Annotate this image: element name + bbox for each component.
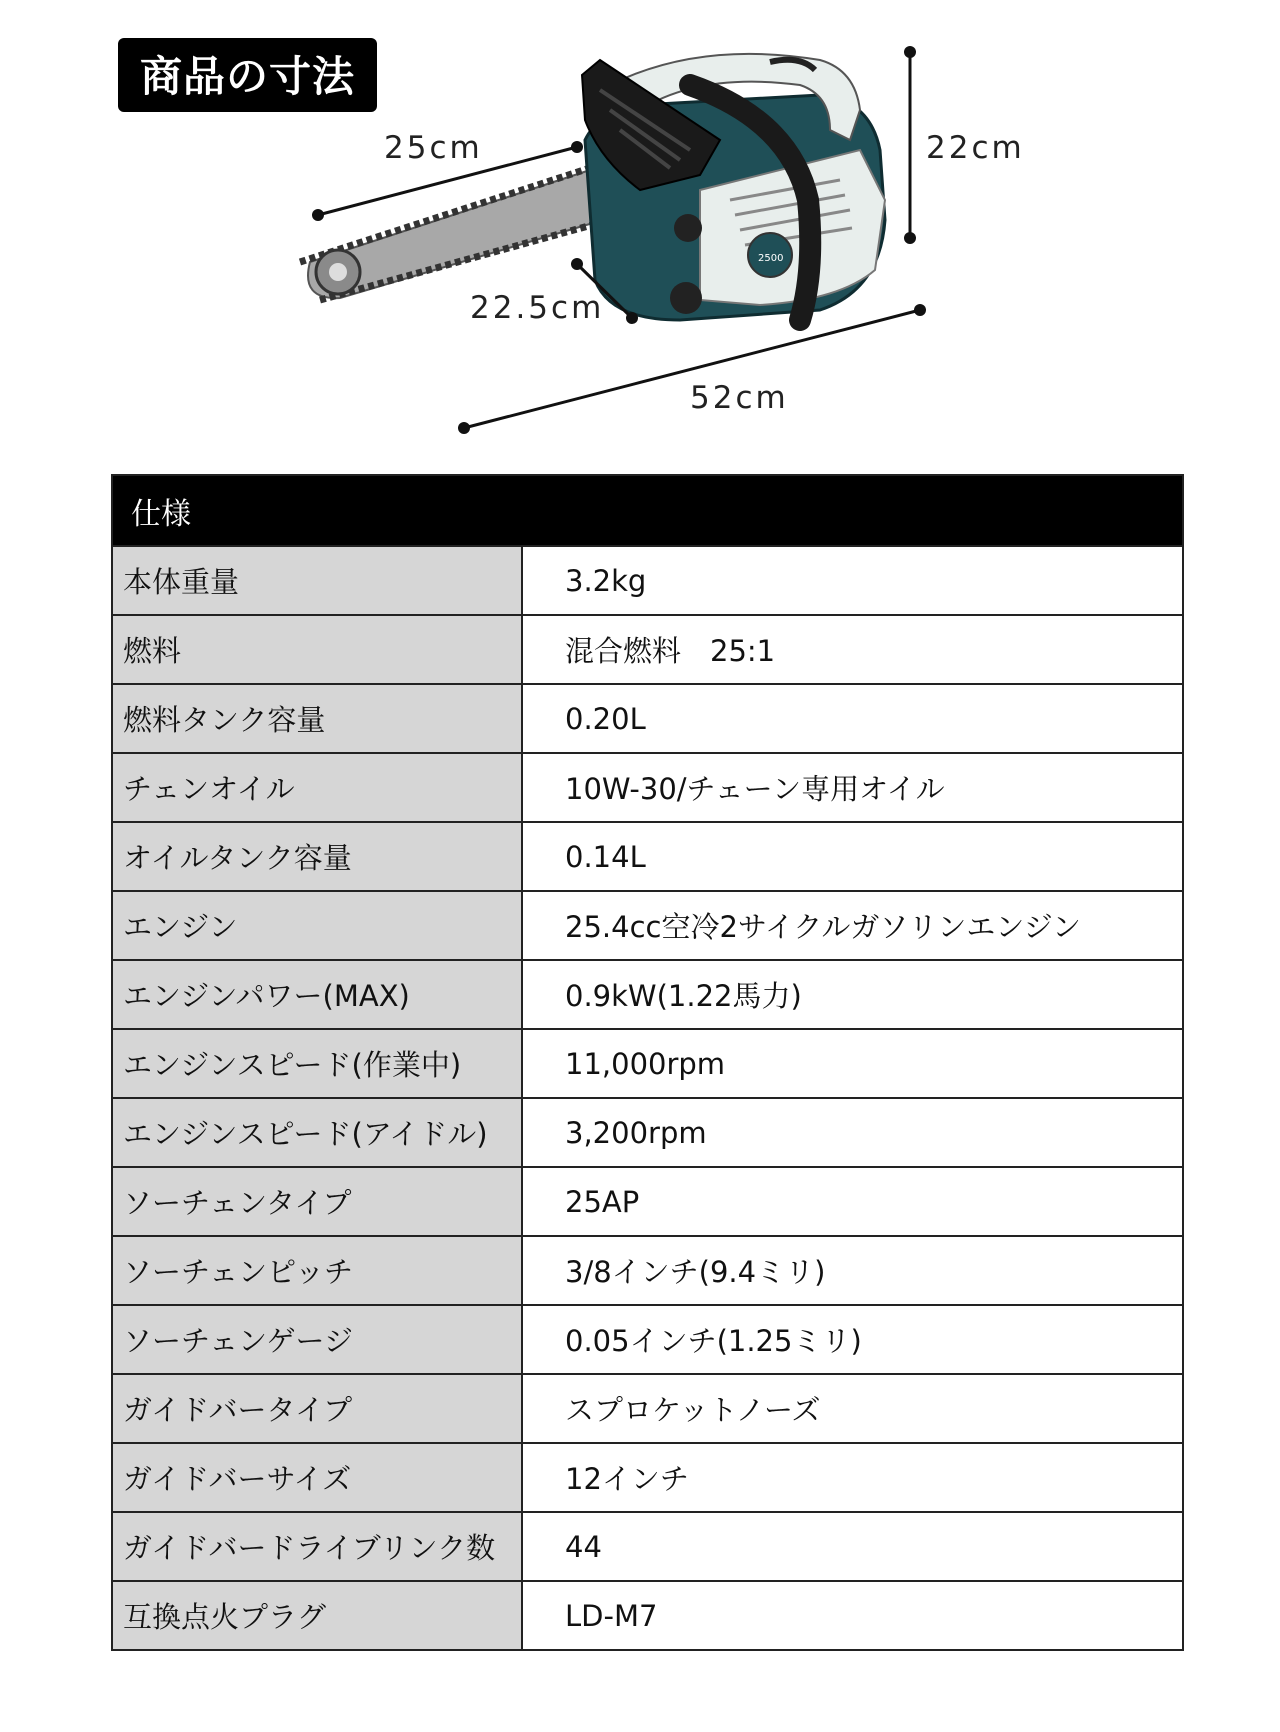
table-row	[112, 684, 1183, 753]
spec-label: ソーチェンタイプ	[112, 1167, 522, 1236]
spec-value: 3,200rpm	[522, 1098, 1183, 1167]
table-row	[112, 1512, 1183, 1581]
spec-table	[111, 474, 1184, 1651]
dimensions-section	[0, 0, 1280, 470]
spec-label: ガイドバーサイズ	[112, 1443, 522, 1512]
table-row	[112, 1236, 1183, 1305]
table-row	[112, 891, 1183, 960]
table-row	[112, 1581, 1183, 1650]
guide-bar	[300, 168, 610, 300]
dimensions-title: 商品の寸法	[118, 38, 377, 112]
width-label: 22.5cm	[470, 290, 605, 326]
table-row	[112, 1167, 1183, 1236]
spec-value: 10W-30/チェーン専用オイル	[522, 753, 1183, 822]
table-row	[112, 822, 1183, 891]
model-number-text: 2500	[758, 253, 784, 264]
spec-value: LD-M7	[522, 1581, 1183, 1650]
spec-value: 0.20L	[522, 684, 1183, 753]
spec-value: 25.4cc空冷2サイクルガソリンエンジン	[522, 891, 1183, 960]
spec-label: オイルタンク容量	[112, 822, 522, 891]
spec-label: エンジン	[112, 891, 522, 960]
spec-label: 燃料	[112, 615, 522, 684]
spec-label: 燃料タンク容量	[112, 684, 522, 753]
table-row	[112, 1374, 1183, 1443]
spec-header-row	[112, 475, 1183, 546]
spec-value: 0.05インチ(1.25ミリ)	[522, 1305, 1183, 1374]
spec-label: エンジンパワー(MAX)	[112, 960, 522, 1029]
spec-label: ソーチェンゲージ	[112, 1305, 522, 1374]
spec-label: チェンオイル	[112, 753, 522, 822]
spec-label: ガイドバードライブリンク数	[112, 1512, 522, 1581]
spec-value: 0.14L	[522, 822, 1183, 891]
table-row	[112, 1029, 1183, 1098]
spec-value: 3/8インチ(9.4ミリ)	[522, 1236, 1183, 1305]
table-row	[112, 1305, 1183, 1374]
spec-value: 混合燃料 25:1	[522, 615, 1183, 684]
spec-label: 互換点火プラグ	[112, 1581, 522, 1650]
spec-value: スプロケットノーズ	[522, 1374, 1183, 1443]
table-row	[112, 960, 1183, 1029]
spec-label: ソーチェンピッチ	[112, 1236, 522, 1305]
table-row	[112, 753, 1183, 822]
bar-length-label: 25cm	[384, 130, 483, 166]
spec-value: 44	[522, 1512, 1183, 1581]
table-row	[112, 1098, 1183, 1167]
total-length-label: 52cm	[690, 380, 789, 416]
table-row	[112, 615, 1183, 684]
spec-value: 0.9kW(1.22馬力)	[522, 960, 1183, 1029]
table-row	[112, 1443, 1183, 1512]
spec-label: エンジンスピード(作業中)	[112, 1029, 522, 1098]
height-label: 22cm	[926, 130, 1025, 166]
spec-header: 仕様	[112, 475, 1183, 546]
spec-value: 25AP	[522, 1167, 1183, 1236]
chainsaw-illustration	[0, 0, 1280, 470]
spec-value: 12インチ	[522, 1443, 1183, 1512]
table-row	[112, 546, 1183, 615]
spec-value: 11,000rpm	[522, 1029, 1183, 1098]
spec-label: 本体重量	[112, 546, 522, 615]
spec-label: ガイドバータイプ	[112, 1374, 522, 1443]
spec-label: エンジンスピード(アイドル)	[112, 1098, 522, 1167]
spec-value: 3.2kg	[522, 546, 1183, 615]
